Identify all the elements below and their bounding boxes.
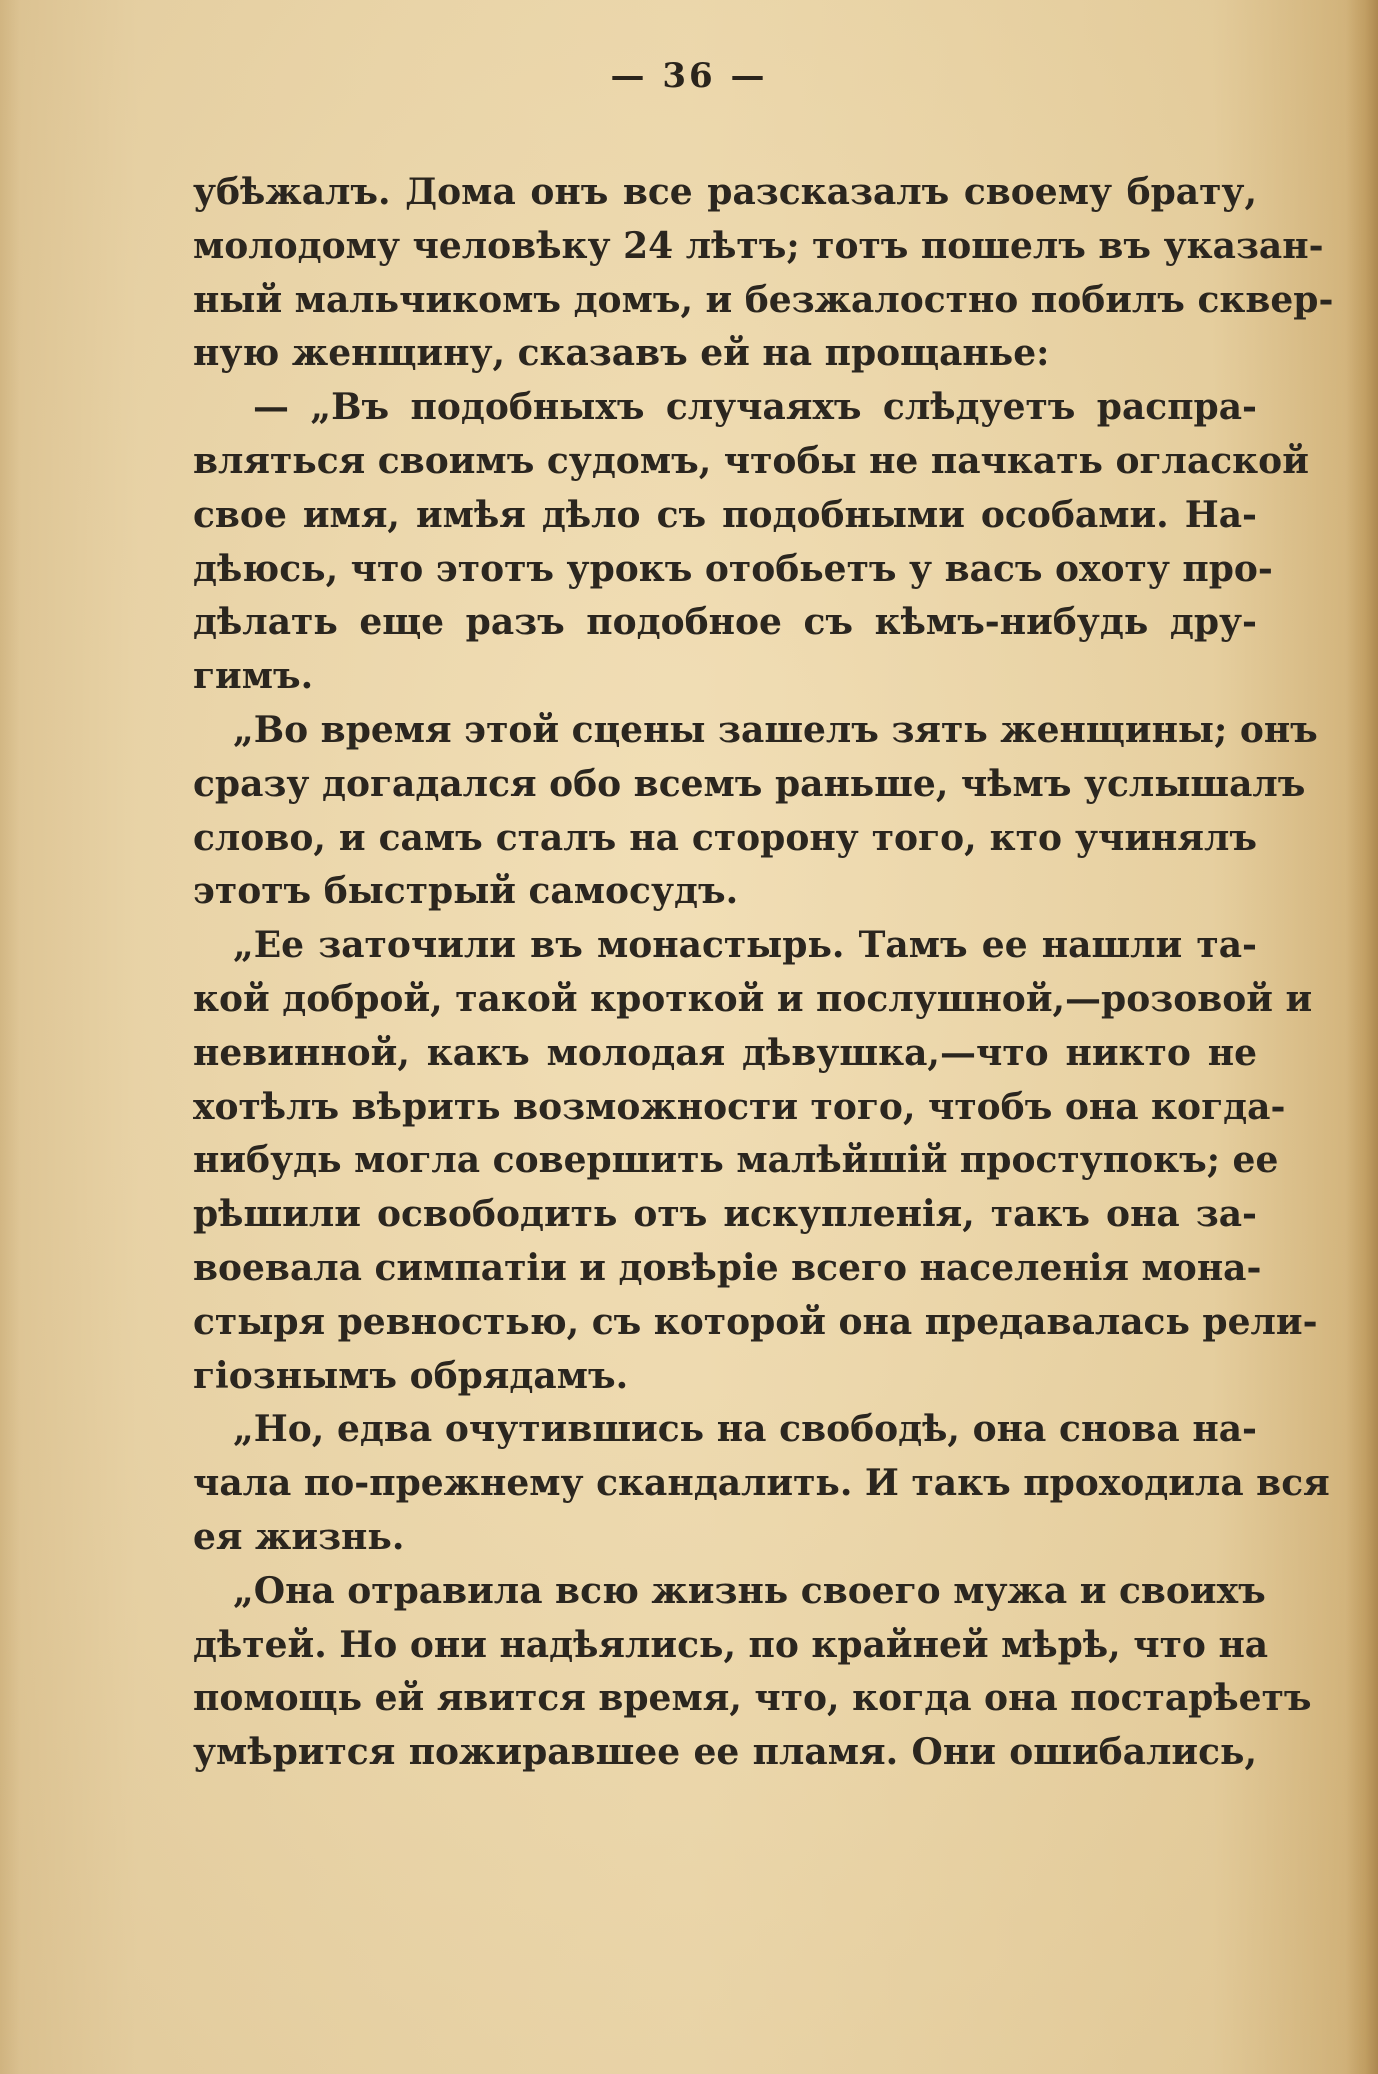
text-line: рѣшили освободить отъ искупленія, такъ она за- <box>193 1193 1257 1236</box>
text-line: помощь ей явится время, что, когда она постарѣетъ <box>193 1677 1312 1720</box>
text-line: — „Въ подобныхъ случаяхъ слѣдуетъ распра- <box>253 386 1257 429</box>
text-line: дѣлать еще разъ подобное съ кѣмъ-нибудь дру- <box>193 601 1257 644</box>
text-line: ный мальчикомъ домъ, и безжалостно побилъ сквер- <box>193 278 1334 321</box>
text-line: нибудь могла совершить малѣйшій проступокъ; ее <box>193 1139 1279 1182</box>
text-line: чала по-прежнему скандалить. И такъ проходила вся <box>193 1462 1330 1505</box>
body-text <box>193 166 1334 1780</box>
text-line: умѣрится пожиравшее ее пламя. Они ошибались, <box>193 1731 1257 1774</box>
paragraph-4 <box>193 919 1318 1403</box>
text-line: „Но, едва очутившись на свободѣ, она снова на- <box>233 1408 1257 1451</box>
text-line: „Ее заточили въ монастырь. Тамъ ее нашли та- <box>233 924 1257 967</box>
text-line: сразу догадался обо всемъ раньше, чѣмъ услышалъ <box>193 762 1306 805</box>
text-line: хотѣлъ вѣрить возможности того, чтобъ она когда- <box>193 1085 1286 1128</box>
text-line: дѣтей. Но они надѣялись, по крайней мѣрѣ, что на <box>193 1623 1269 1666</box>
text-line: воевала симпатіи и довѣріе всего населенія мона- <box>193 1246 1262 1289</box>
text-line: слово, и самъ сталъ на сторону того, кто учинялъ <box>193 816 1257 859</box>
text-line: „Она отравила всю жизнь своего мужа и своихъ <box>233 1569 1266 1612</box>
paragraph-6 <box>193 1565 1312 1780</box>
text-line: „Во время этой сцены зашелъ зять женщины; онъ <box>233 708 1318 751</box>
text-line: этотъ быстрый самосудъ. <box>193 870 739 913</box>
paragraph-5 <box>193 1403 1330 1564</box>
text-line: ную женщину, сказавъ ей на прощанье: <box>193 332 1050 375</box>
text-line: невинной, какъ молодая дѣвушка,—что никто не <box>193 1031 1257 1074</box>
paragraph-3 <box>193 704 1318 919</box>
text-line: ея жизнь. <box>193 1515 405 1558</box>
paragraph-2 <box>193 381 1309 704</box>
text-line: убѣжалъ. Дома онъ все разсказалъ своему брату, <box>193 171 1257 213</box>
paragraph-1 <box>193 166 1334 381</box>
page-number-header: — 36 — <box>610 56 768 96</box>
text-line: дѣюсь, что этотъ урокъ отобьетъ у васъ охоту про- <box>193 547 1273 590</box>
text-line: молодому человѣку 24 лѣтъ; тотъ пошелъ въ указан- <box>193 224 1324 267</box>
text-line: стыря ревностью, съ которой она предавалась рели- <box>193 1300 1318 1343</box>
text-line: гiознымъ обрядамъ. <box>193 1354 629 1397</box>
text-line: кой доброй, такой кроткой и послушной,—розовой и <box>193 977 1313 1020</box>
text-line: вляться своимъ судомъ, чтобы не пачкать оглаской <box>193 439 1309 482</box>
text-line: свое имя, имѣя дѣло съ подобными особами. На- <box>193 493 1257 536</box>
text-line: гимъ. <box>193 655 314 698</box>
